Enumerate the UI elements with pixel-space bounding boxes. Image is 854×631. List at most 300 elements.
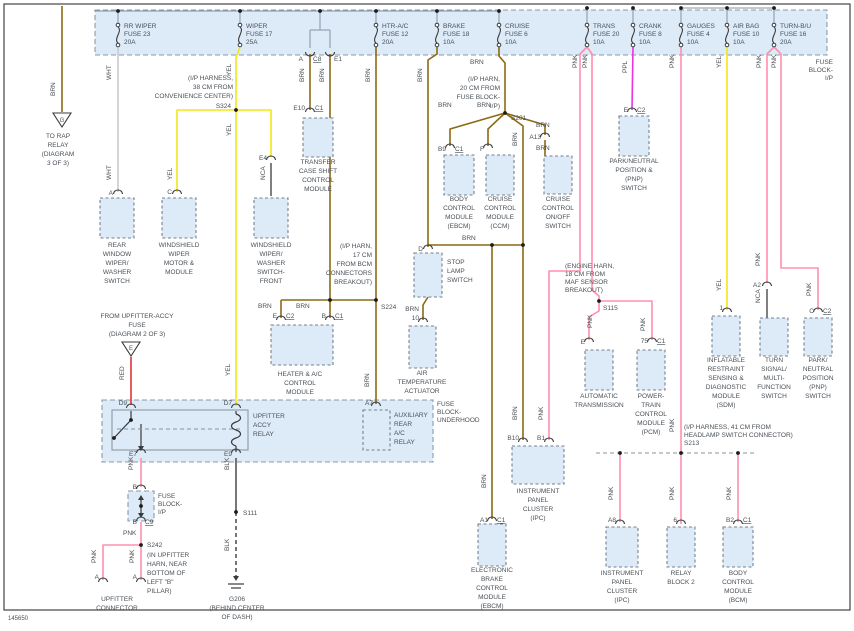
text-label: C	[167, 189, 172, 196]
from-upfitter-fuse-triangle-letter: E	[128, 346, 134, 352]
splice-dot	[318, 9, 322, 13]
text-label: MAF SENSOR	[565, 279, 608, 286]
text-label: SWITCH	[805, 393, 831, 400]
text-label: 3 OF 3)	[46, 160, 70, 167]
text-label: BRN	[512, 132, 519, 146]
text-label: PARK/	[808, 357, 828, 364]
text-label: BLOCK 2	[667, 579, 695, 586]
text-label: S115	[603, 305, 618, 312]
trans-fuse-20-label: 10A	[593, 39, 605, 46]
text-label: RED	[119, 366, 126, 380]
splice-dot	[725, 6, 729, 10]
body-control-module-ebcm	[444, 155, 474, 195]
text-label: TO RAP	[45, 133, 71, 140]
wiper-fuse-17-label: WIPER	[246, 23, 268, 30]
text-label: NCA	[260, 166, 267, 180]
cruise-fuse-6-label: CRUISE	[505, 23, 530, 30]
cruise-fuse-6-label: FUSE 6	[505, 31, 528, 38]
wire-brn-s201-b9	[450, 113, 505, 146]
text-label: POSITION &	[615, 167, 653, 174]
powertrain-control-module-pcm	[637, 350, 665, 390]
text-label: B	[132, 484, 137, 491]
text-label: YEL	[226, 63, 233, 76]
text-label: BODY	[728, 570, 748, 577]
text-label: PNK	[608, 486, 615, 500]
text-label: CONTROL	[635, 411, 667, 418]
turn-bu-fuse-16-terminal	[772, 43, 776, 47]
text-label: YEL	[225, 363, 232, 376]
gauges-fuse-4-terminal	[679, 43, 683, 47]
text-label: (I/P HARNESS,	[187, 75, 233, 82]
text-label: TRAIN	[641, 402, 661, 409]
text-label: E7	[129, 451, 137, 458]
text-label: (IN UPFITTER	[147, 552, 190, 559]
text-label: (PCM)	[641, 429, 661, 436]
text-label: C1	[657, 338, 666, 345]
htr-ac-fuse-12-label: 20A	[382, 39, 394, 46]
text-label: E10	[293, 105, 305, 112]
text-label: BRN	[477, 102, 491, 109]
text-label: CONVENIENCE CENTER)	[154, 93, 233, 100]
text-label: POWER-	[637, 393, 665, 400]
wire-brn-stop-airtemp	[423, 297, 428, 320]
text-label: PNK	[91, 549, 98, 563]
htr-ac-fuse-12-label: HTR-A/C	[382, 23, 409, 30]
text-label: PANEL	[527, 497, 549, 504]
text-label: WINDOW	[102, 251, 132, 258]
text-label: FROM BCM	[336, 261, 372, 268]
splice-dot	[234, 510, 238, 514]
wire-ppl-crank	[632, 47, 633, 110]
text-label: C1	[315, 105, 324, 112]
text-label: A1	[480, 517, 488, 524]
text-label: DIAGNOSTIC	[705, 384, 747, 391]
text-label: PILLAR)	[147, 588, 172, 595]
wire-yel-motor	[177, 110, 236, 192]
text-label: A8	[608, 517, 616, 524]
text-label: (DIAGRAM	[41, 151, 75, 158]
inflatable-restraint-sdm	[712, 316, 740, 356]
splice-dot	[374, 9, 378, 13]
wire-pnk-trans-ipc	[549, 47, 587, 440]
cruise-fuse-6-terminal	[497, 43, 501, 47]
text-label: UPFITTER	[101, 596, 133, 603]
htr-ac-fuse-12-terminal	[374, 23, 378, 27]
text-label: BRN	[536, 122, 550, 129]
text-label: G206	[229, 596, 245, 603]
text-label: B1	[537, 435, 545, 442]
text-label: (PNP)	[809, 384, 827, 391]
turn-signal-multifunction-switch	[760, 318, 788, 356]
text-label: C1	[455, 146, 464, 153]
text-label: ON/OFF	[545, 214, 571, 221]
text-label: MOTOR &	[163, 260, 195, 267]
text-label: C2	[637, 107, 646, 114]
park-neutral-position-pnp-switch-2	[804, 318, 832, 356]
text-label: E	[580, 339, 585, 346]
text-label: BRN	[319, 68, 326, 82]
text-label: TEMPERATURE	[397, 379, 447, 386]
text-label: SENSING &	[708, 375, 744, 382]
text-label: PNK	[669, 486, 676, 500]
text-label: ACCY	[253, 422, 272, 429]
text-label: BLOCK-	[158, 501, 183, 508]
text-label: TRANSMISSION	[574, 402, 624, 409]
turn-bu-fuse-16-label: 20A	[780, 39, 792, 46]
text-label: D7	[223, 400, 232, 407]
stop-lamp-switch	[414, 253, 442, 297]
text-label: S213	[684, 440, 700, 447]
trans-fuse-20-terminal	[585, 23, 589, 27]
text-label: (BEHIND CENTER	[209, 605, 265, 612]
rear-window-wiper-washer-switch	[100, 198, 134, 238]
text-label: PARK/NEUTRAL	[609, 158, 659, 165]
text-label: (BCM)	[728, 597, 748, 604]
turn-bu-fuse-16-label: TURN-B/U	[780, 23, 812, 30]
cruise-control-module-ccm	[486, 155, 514, 195]
text-label: LEFT "B"	[147, 579, 174, 586]
text-label: PNK	[640, 317, 647, 331]
text-label: BLOCK-	[808, 67, 833, 74]
splice-dot	[503, 111, 507, 115]
text-label: A2	[753, 282, 761, 289]
trans-fuse-20-label: FUSE 20	[593, 31, 620, 38]
brake-fuse-18-terminal	[435, 23, 439, 27]
text-label: NCA	[755, 289, 762, 303]
text-label: INSTRUMENT	[600, 570, 644, 577]
text-label: FUSE	[815, 59, 833, 66]
splice-dot	[116, 9, 120, 13]
splice-dot	[521, 243, 525, 247]
text-label: A	[298, 56, 303, 63]
text-label: (I/P HARNESS, 41 CM FROM	[684, 424, 771, 431]
text-label: INSTRUMENT	[516, 488, 560, 495]
text-label: BRN	[438, 102, 452, 109]
windshield-wiper-washer-switch-front	[254, 198, 288, 238]
transfer-case-shift-control-module	[303, 118, 333, 157]
rr-wiper-fuse-23-label: RR WIPER	[124, 23, 157, 30]
text-label: (DIAGRAM 2 OF 3)	[108, 331, 166, 338]
text-label: PANEL	[611, 579, 633, 586]
text-label: MODULE	[286, 389, 314, 396]
splice-dot	[238, 9, 242, 13]
text-label: BRN	[50, 82, 57, 96]
text-label: E4	[259, 155, 267, 162]
text-label: BRN	[536, 145, 550, 152]
gauges-fuse-4-label: GAUGES	[687, 23, 715, 30]
park-neutral-position-pnp-switch	[619, 116, 649, 156]
splice-dot	[679, 6, 683, 10]
windshield-wiper-motor-module	[162, 198, 196, 238]
text-label: B9	[438, 146, 446, 153]
text-label: YEL	[167, 167, 174, 180]
text-label: AIR	[416, 370, 428, 377]
air-temperature-actuator	[409, 326, 436, 368]
cruise-fuse-6-terminal	[497, 23, 501, 27]
text-label: PPL	[622, 60, 629, 73]
text-label: A7	[365, 400, 373, 407]
text-label: (IPC)	[530, 515, 546, 522]
text-label: OF DASH)	[221, 614, 253, 621]
text-label: PNK	[587, 314, 594, 328]
text-label: TRANSFER	[300, 159, 336, 166]
gauges-fuse-4-label: 10A	[687, 39, 699, 46]
wiper-fuse-17-terminal	[238, 43, 242, 47]
text-label: CONTROL	[284, 380, 316, 387]
text-label: NEUTRAL	[802, 366, 834, 373]
text-label: FUNCTION	[757, 384, 791, 391]
splice-dot	[631, 6, 635, 10]
turn-bu-fuse-16-label: FUSE 16	[780, 31, 807, 38]
upfitter-accy-relay-box	[112, 410, 248, 450]
text-label: AUTOMATIC	[580, 393, 618, 400]
rr-wiper-fuse-23-terminal	[116, 43, 120, 47]
wire-yel-e4	[236, 110, 271, 157]
text-label: PNK	[755, 252, 762, 266]
text-label: CLUSTER	[606, 588, 638, 595]
text-label: REAR	[107, 242, 127, 249]
text-label: BRN	[481, 474, 488, 488]
text-label: LAMP	[447, 268, 465, 275]
splice-dot	[772, 6, 776, 10]
gauges-fuse-4-terminal	[679, 23, 683, 27]
text-label: PNK	[669, 418, 676, 432]
text-label: FUSE	[437, 401, 455, 408]
electronic-brake-control-module-ebcm	[478, 524, 506, 566]
text-label: CONTROL	[443, 205, 475, 212]
text-label: (I/P HARN,	[339, 243, 372, 250]
text-label: MODULE	[165, 269, 193, 276]
text-label: B	[321, 313, 326, 320]
text-label: 17 CM	[352, 252, 372, 259]
text-label: CRUISE	[487, 196, 513, 203]
text-label: BRN	[365, 68, 372, 82]
air-bag-fuse-10-terminal	[725, 23, 729, 27]
text-label: BODY	[449, 196, 469, 203]
text-label: PNK	[771, 54, 778, 68]
wire-brn-fuse18	[428, 47, 437, 247]
text-label: B	[132, 519, 137, 526]
splice-dot	[585, 6, 589, 10]
text-label: PNK	[669, 54, 676, 68]
text-label: 38 CM FROM	[192, 84, 233, 91]
splice-dot	[497, 9, 501, 13]
text-label: FUSE	[128, 322, 146, 329]
text-label: BLK	[224, 538, 231, 551]
text-label: WIPER	[168, 251, 190, 258]
text-label: S242	[147, 542, 163, 549]
text-label: A	[132, 574, 137, 581]
htr-ac-fuse-12-label: FUSE 12	[382, 31, 409, 38]
wire-pnk-turn-a2	[767, 47, 774, 283]
text-label: PNK	[129, 549, 136, 563]
to-rap-relay-triangle-letter: G	[59, 118, 65, 124]
text-label: 20 CM FROM	[459, 85, 500, 92]
crank-fuse-8-terminal	[631, 23, 635, 27]
text-label: POSITION	[802, 375, 834, 382]
splice-dot	[597, 299, 601, 303]
text-label: E9	[224, 451, 232, 458]
text-label: BOTTOM OF	[147, 570, 186, 577]
splice-dot	[234, 108, 238, 112]
splice-dot	[139, 504, 143, 508]
heater-ac-control-module	[271, 325, 333, 365]
text-label: SWITCH	[545, 223, 571, 230]
text-label: C1	[335, 313, 344, 320]
text-label: 10	[411, 315, 419, 322]
text-label: WIPER/	[259, 251, 283, 258]
text-label: D	[418, 246, 423, 253]
text-label: UPFITTER	[253, 413, 285, 420]
text-label: 18 CM FROM	[565, 271, 606, 278]
text-label: S111	[243, 510, 258, 517]
splice-dot	[374, 298, 378, 302]
text-label: (I/P HARN,	[467, 76, 500, 83]
text-label: BRN	[405, 306, 419, 313]
text-label: CONNECTORS	[325, 270, 372, 277]
splice-dot	[435, 9, 439, 13]
text-label: AUXILIARY	[394, 412, 428, 419]
htr-ac-fuse-12-terminal	[374, 43, 378, 47]
text-label: BREAKOUT)	[334, 279, 372, 286]
text-label: BRAKE	[480, 576, 504, 583]
text-label: BRN	[512, 406, 519, 420]
text-label: FUSE BLOCK-	[456, 94, 500, 101]
cruise-control-on-off-switch	[544, 156, 572, 194]
text-label: CASE SHIFT	[298, 168, 338, 175]
text-label: E	[272, 313, 277, 320]
wiper-fuse-17-terminal	[238, 23, 242, 27]
text-label: BRN	[417, 68, 424, 82]
text-label: CONTROL	[484, 205, 516, 212]
text-label: MULTI-	[763, 375, 785, 382]
brake-fuse-18-label: BRAKE	[443, 23, 466, 30]
text-label: RELAY	[47, 142, 69, 149]
instrument-panel-cluster-ipc-2	[606, 527, 638, 567]
text-label: (PNP)	[625, 176, 643, 183]
text-label: A13	[529, 134, 541, 141]
splice-dot	[618, 451, 622, 455]
text-label: RELAY	[670, 570, 692, 577]
text-label: PNK	[123, 530, 137, 537]
text-label: (EBCM)	[480, 603, 504, 610]
trans-fuse-20-terminal	[585, 43, 589, 47]
text-label: C2	[286, 313, 295, 320]
brake-fuse-18-terminal	[435, 43, 439, 47]
automatic-transmission	[585, 350, 613, 390]
text-label: SWITCH	[104, 278, 130, 285]
text-label: CONTROL	[722, 579, 754, 586]
text-label: (IPC)	[614, 597, 630, 604]
text-label: E	[623, 107, 628, 114]
text-label: (ENGINE HARN,	[565, 263, 615, 270]
trans-fuse-20-label: TRANS	[593, 23, 616, 30]
text-label: 6	[673, 517, 677, 524]
text-label: CONTROL	[302, 177, 334, 184]
text-label: (EBCM)	[447, 223, 471, 230]
text-label: BRN	[299, 68, 306, 82]
text-label: MODULE	[445, 214, 473, 221]
text-label: I/P	[825, 75, 833, 82]
text-label: FROM UPFITTER-ACCY	[100, 313, 174, 320]
wiper-fuse-17-label: 25A	[246, 39, 258, 46]
cruise-fuse-6-label: 10A	[505, 39, 517, 46]
wire-pnk-turn-pnp	[774, 47, 818, 310]
text-label: B2	[726, 517, 734, 524]
text-label: I/P	[158, 509, 166, 516]
text-label: YEL	[226, 123, 233, 136]
instrument-panel-cluster-ipc	[512, 446, 564, 484]
brake-fuse-18-label: 10A	[443, 39, 455, 46]
text-label: RELAY	[253, 431, 274, 438]
splice-dot	[679, 451, 683, 455]
text-label: MODULE	[478, 594, 506, 601]
text-label: BRN	[470, 59, 484, 66]
text-label: BLOCK-	[437, 409, 462, 416]
text-label: C9	[145, 519, 154, 526]
text-label: SWITCH	[447, 277, 473, 284]
air-bag-fuse-10-terminal	[725, 43, 729, 47]
text-label: MODULE	[304, 186, 332, 193]
text-label: C8	[313, 56, 322, 63]
text-label: CRUISE	[545, 196, 571, 203]
text-label: C1	[743, 517, 752, 524]
text-label: WIPER/	[105, 260, 129, 267]
rr-wiper-fuse-23-terminal	[116, 23, 120, 27]
text-label: (CCM)	[490, 223, 510, 230]
text-label: WHT	[106, 165, 113, 180]
text-label: STOP	[447, 259, 465, 266]
text-label: 145650	[8, 616, 29, 622]
text-label: (SDM)	[716, 402, 736, 409]
text-label: WASHER	[102, 269, 132, 276]
text-label: B10	[507, 435, 519, 442]
text-label: BRN	[364, 373, 371, 387]
text-label: C2	[823, 308, 832, 315]
text-label: FUSE	[158, 493, 176, 500]
text-label: YEL	[716, 278, 723, 291]
text-label: D9	[118, 400, 127, 407]
air-bag-fuse-10-label: AIR BAG	[733, 23, 760, 30]
text-label: E1	[334, 56, 342, 63]
turn-bu-fuse-16-terminal	[772, 23, 776, 27]
text-label: BLK	[224, 457, 231, 470]
crank-fuse-8-terminal	[631, 43, 635, 47]
text-label: CLUSTER	[522, 506, 554, 513]
text-label: HEADLAMP SWITCH CONNECTOR)	[684, 432, 793, 439]
text-label: 1	[719, 305, 723, 312]
splice-dot	[112, 436, 116, 440]
relay-block-2	[667, 527, 695, 567]
text-label: 75	[640, 338, 648, 345]
text-label: HEATER & A/C	[277, 371, 323, 378]
text-label: SIGNAL/	[761, 366, 787, 373]
body-control-module-bcm	[723, 527, 753, 567]
rr-wiper-fuse-23-label: 20A	[124, 39, 136, 46]
text-label: PNK	[128, 456, 135, 470]
text-label: BREAKOUT)	[565, 287, 603, 294]
splice-dot	[328, 298, 332, 302]
text-label: A	[108, 190, 113, 197]
splice-dot	[736, 451, 740, 455]
wire-yel-main	[236, 47, 240, 406]
air-bag-fuse-10-label: 10A	[733, 39, 745, 46]
text-label: RESTRAINT	[707, 366, 745, 373]
text-label: PNK	[726, 486, 733, 500]
text-label: C	[809, 308, 814, 315]
brake-fuse-18-label: FUSE 18	[443, 31, 470, 38]
text-label: INFLATABLE	[706, 357, 746, 364]
